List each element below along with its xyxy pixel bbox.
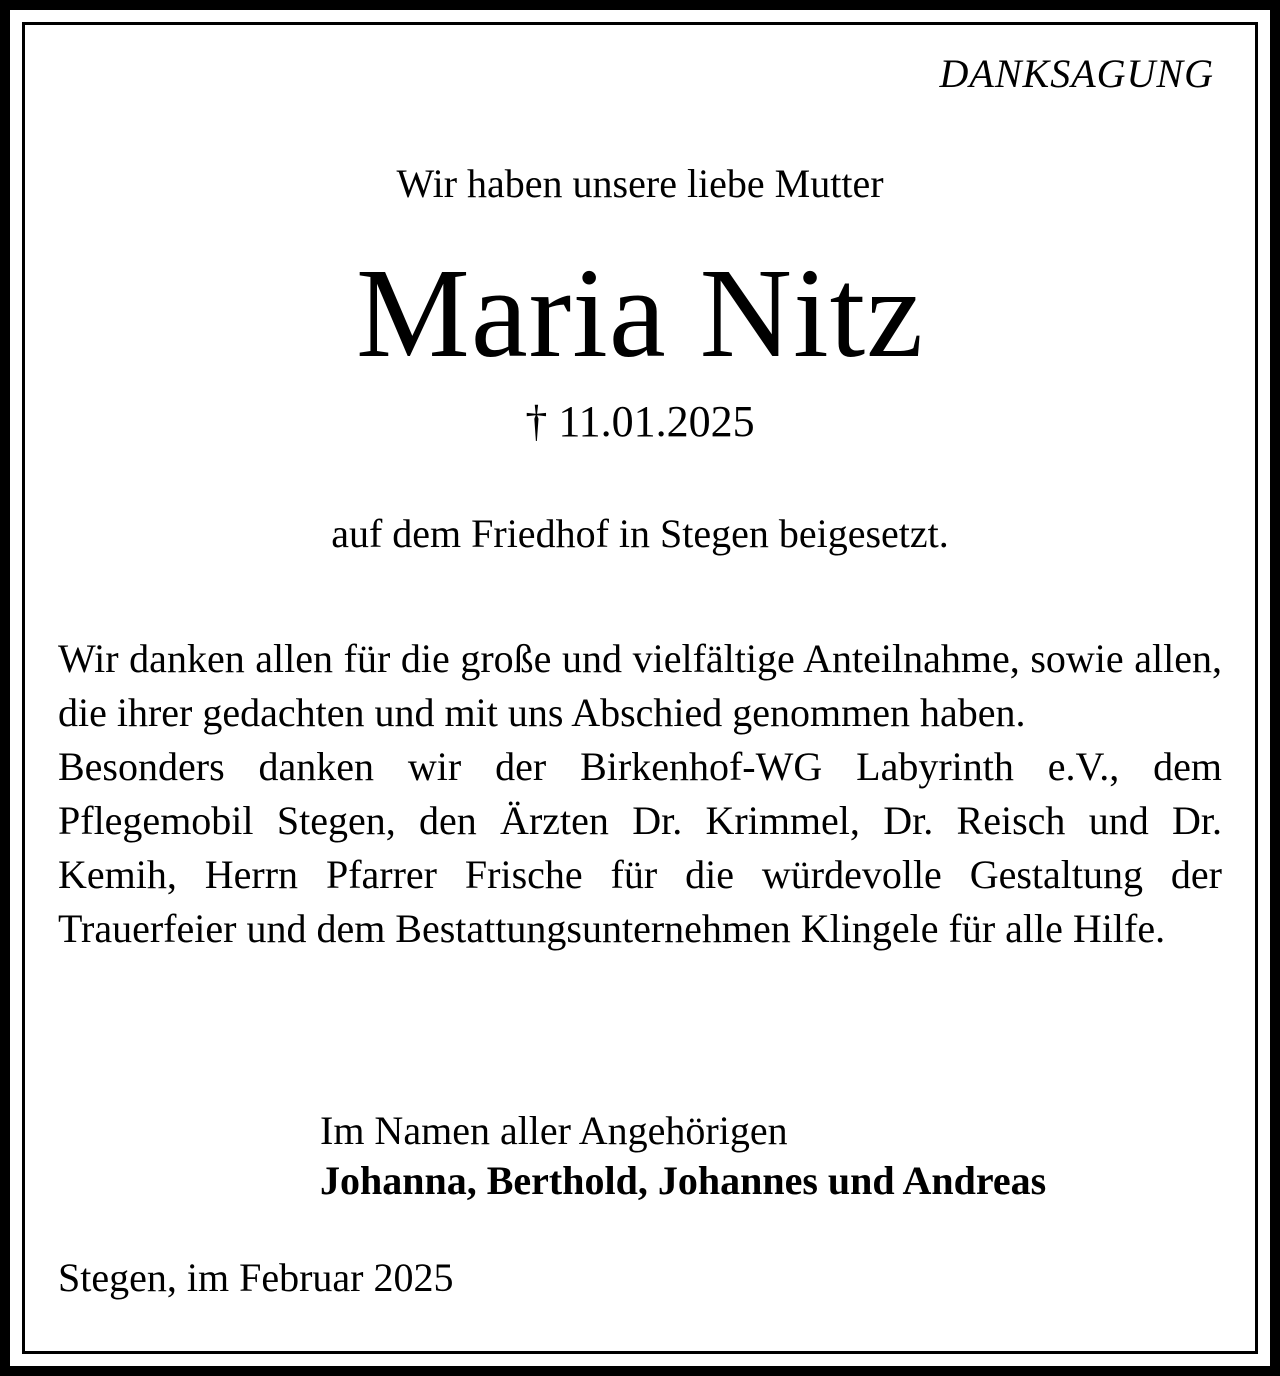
- deceased-name: Maria Nitz: [356, 242, 924, 384]
- thanks-paragraph-general: Wir danken allen für die große und vielfältige Anteilnahme, sowie allen, die ihrer gedachten und mit uns Abschied genommen haben.: [58, 636, 1222, 735]
- intro-line: Wir haben unsere liebe Mutter: [396, 161, 884, 206]
- thanks-paragraph-special: Besonders danken wir der Birkenhof-WG Labyrinth e.V., dem Pflegemobil Stegen, den Ärzten Dr. Krimmel, Dr. Reisch und Dr. Kemih, Herrn Pfarrer Frische für die würdevolle Gestaltung der Trauerfeier und dem Bestattungsunternehmen Klingele für alle Hilfe.: [58, 744, 1222, 951]
- death-date: † 11.01.2025: [525, 397, 755, 446]
- signature-block: [320, 1106, 1046, 1206]
- place-date: Stegen, im Februar 2025: [58, 1255, 454, 1300]
- thanks-text: [58, 632, 1222, 956]
- burial-line: auf dem Friedhof in Stegen beigesetzt.: [331, 511, 949, 556]
- signature-intro: Im Namen aller Angehörigen: [320, 1108, 788, 1153]
- signature-names: Johanna, Berthold, Johannes und Andreas: [320, 1158, 1047, 1203]
- notice-type-label: DANKSAGUNG: [939, 51, 1214, 96]
